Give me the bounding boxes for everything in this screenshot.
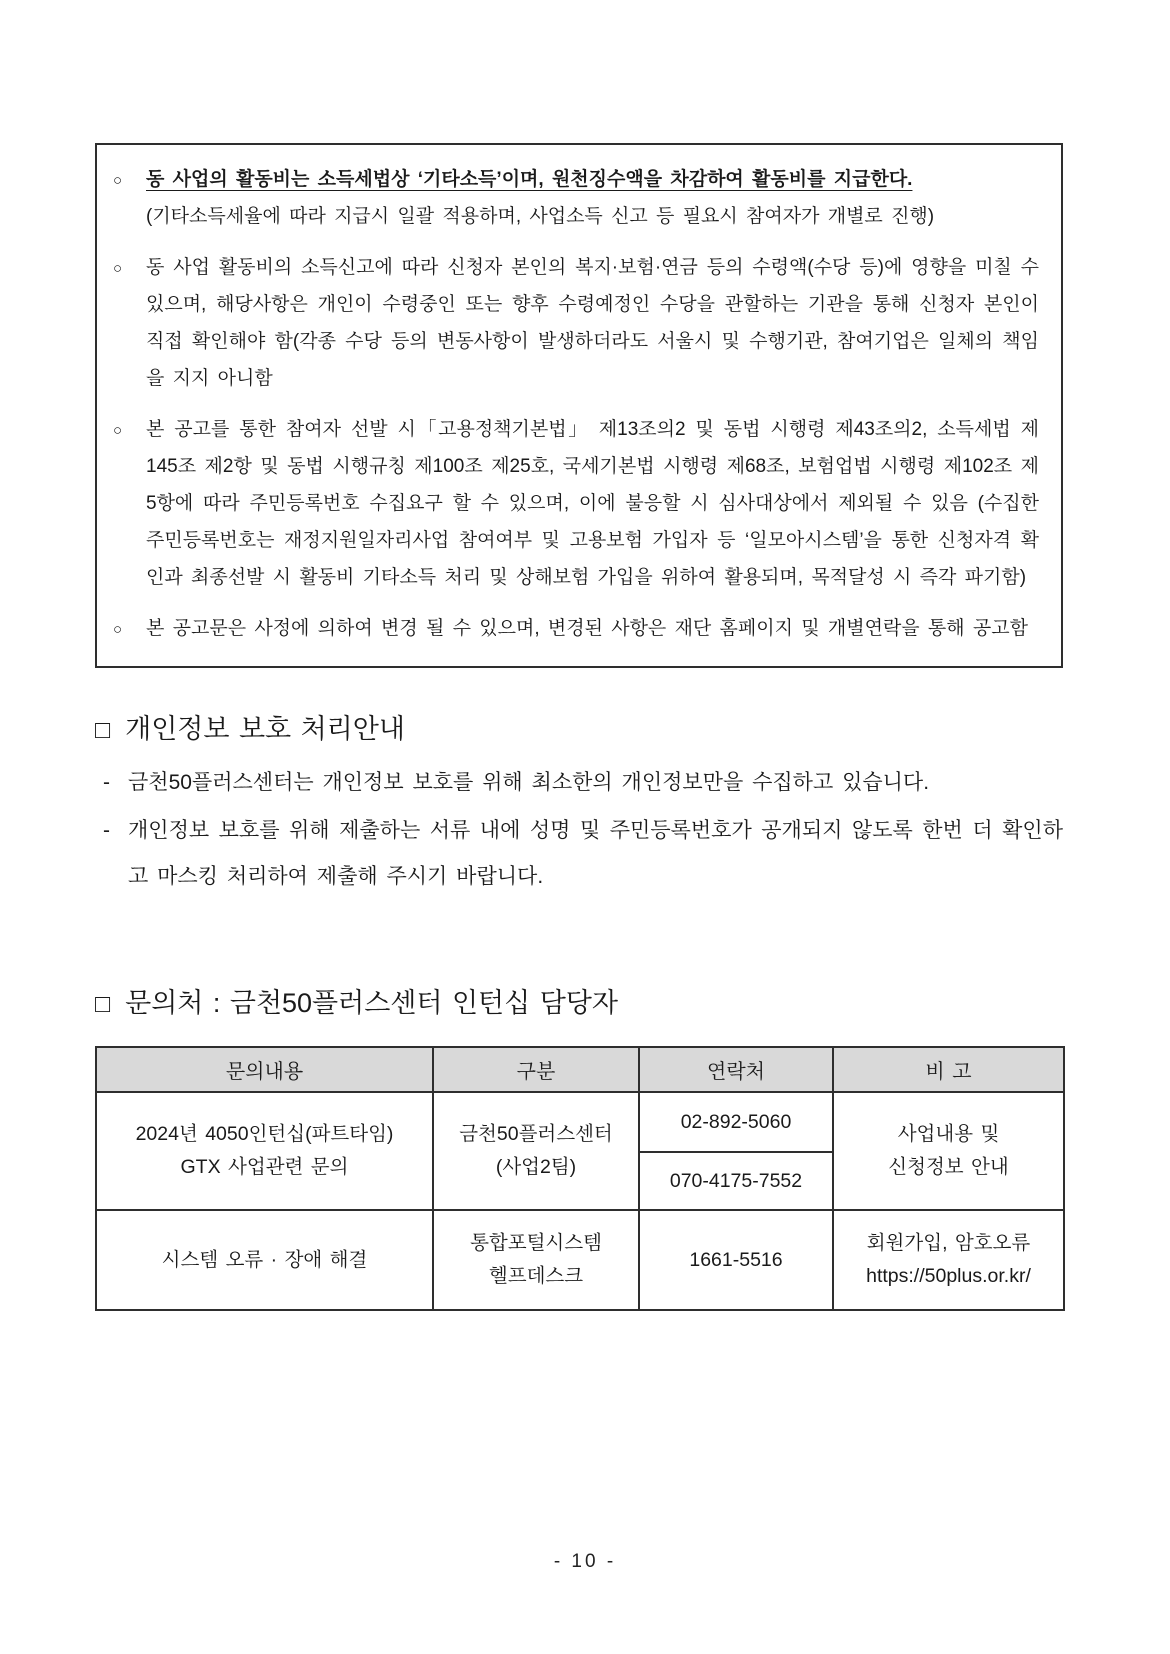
circle-bullet-icon: ○	[113, 172, 123, 189]
cell-line: 신청정보 안내	[888, 1156, 1009, 1178]
cell-line: 금천50플러스센터	[459, 1123, 613, 1145]
privacy-item-2-text: 개인정보 보호를 위해 제출하는 서류 내에 성명 및 주민등록번호가 공개되지 않도록 한번 더 확인하고 마스킹 처리하여 제출해 주시기 바랍니다.	[128, 819, 1063, 888]
privacy-section-heading	[95, 712, 1063, 746]
square-bullet-icon: □	[95, 716, 111, 744]
privacy-item-1-text: 금천50플러스센터는 개인정보 보호를 위해 최소한의 개인정보만을 수집하고 있습니다.	[128, 771, 930, 794]
col-header-inquiry: 문의내용	[96, 1047, 433, 1092]
cell-note-internship	[833, 1092, 1064, 1210]
page-number: - 10 -	[553, 1551, 617, 1572]
notice-box	[95, 143, 1063, 668]
cell-line: 회원가입, 암호오류	[866, 1232, 1031, 1254]
page-content	[95, 143, 1063, 1311]
contact-section-heading	[95, 986, 1063, 1020]
notice-item-3	[113, 411, 1039, 596]
notice-item-2	[113, 249, 1039, 397]
notice-item-4-text: 본 공고문은 사정에 의하여 변경 될 수 있으며, 변경된 사항은 재단 홈페이지 및 개별연락을 통해 공고함	[146, 618, 1028, 639]
privacy-item-1	[103, 760, 1063, 806]
cell-phone-2: 070-4175-7552	[639, 1152, 833, 1210]
cell-line: 통합포털시스템	[470, 1232, 602, 1254]
cell-note-system	[833, 1210, 1064, 1310]
notice-item-1	[113, 161, 1039, 235]
col-header-note: 비 고	[833, 1047, 1064, 1092]
privacy-section-title: 개인정보 보호 처리안내	[125, 714, 405, 744]
cell-line: 2024년 4050인턴십(파트타임)	[135, 1123, 394, 1145]
cell-phone-helpdesk: 1661-5516	[639, 1210, 833, 1310]
notice-item-2-text: 동 사업 활동비의 소득신고에 따라 신청자 본인의 복지·보험·연금 등의 수령액(수당 등)에 영향을 미칠 수 있으며, 해당사항은 개인이 수령중인 또는 향후 수령예정인 수당을 관할하는 기관을 통해 신청자 본인이 직접 확인해야 함(각종 수당 등의 변동사항이 발생하더라도 서울시 및 수행기관, 참여기업은 일체의 책임을 지지 아니함	[146, 257, 1039, 389]
table-row-system	[96, 1210, 1064, 1310]
table-row-internship	[96, 1092, 1064, 1152]
cell-inquiry-system: 시스템 오류 · 장애 해결	[96, 1210, 433, 1310]
cell-division-system	[433, 1210, 639, 1310]
notice-item-4	[113, 610, 1039, 648]
cell-inquiry-internship	[96, 1092, 433, 1210]
dash-bullet-icon: -	[103, 771, 110, 794]
col-header-phone: 연락처	[639, 1047, 833, 1092]
square-bullet-icon: □	[95, 990, 111, 1018]
col-header-division: 구분	[433, 1047, 639, 1092]
cell-line: GTX 사업관련 문의	[180, 1156, 349, 1178]
contact-table-header-row	[96, 1047, 1064, 1092]
contact-table	[95, 1046, 1065, 1311]
cell-line: 사업내용 및	[897, 1123, 1000, 1145]
notice-item-1-subtext: (기타소득세율에 따라 지급시 일괄 적용하며, 사업소득 신고 등 필요시 참여자가 개별로 진행)	[146, 206, 935, 227]
cell-line: 헬프데스크	[488, 1265, 584, 1287]
circle-bullet-icon: ○	[113, 422, 123, 439]
notice-item-3-text: 본 공고를 통한 참여자 선발 시「고용정책기본법」 제13조의2 및 동법 시행령 제43조의2, 소득세법 제145조 제2항 및 동법 시행규칭 제100조 제25호, 국세기본법 시행령 제68조, 보험업법 시행령 제102조 제5항에 따라 주민등록번호 수집요구 할 수 있으며, 이에 불응할 시 심사대상에서 제외될 수 있음 (수집한 주민등록번호는 재정지원일자리사업 참여여부 및 고용보험 가입자 등 ‘일모아시스템’을 통한 신청자격 확인과 최종선발 시 활동비 기타소득 처리 및 상해보험 가입을 위하여 활용되며, 목적달성 시 즉각 파기함)	[146, 419, 1039, 588]
notice-item-1-text	[146, 161, 1039, 235]
contact-section-title: 문의처 : 금천50플러스센터 인턴십 담당자	[125, 988, 618, 1018]
circle-bullet-icon: ○	[113, 260, 123, 277]
notice-item-1-emphasis: 동 사업의 활동비는 소득세법상 ‘기타소득’이며, 원천징수액을 차감하여 활동비를 지급한다.	[146, 169, 913, 190]
privacy-item-2	[103, 808, 1063, 900]
cell-phone-1: 02-892-5060	[639, 1092, 833, 1152]
cell-line: (사업2팀)	[495, 1156, 577, 1178]
helpdesk-url: https://50plus.or.kr/	[866, 1265, 1031, 1287]
cell-division-internship	[433, 1092, 639, 1210]
privacy-list	[103, 760, 1063, 900]
dash-bullet-icon: -	[103, 819, 110, 842]
circle-bullet-icon: ○	[113, 621, 123, 638]
